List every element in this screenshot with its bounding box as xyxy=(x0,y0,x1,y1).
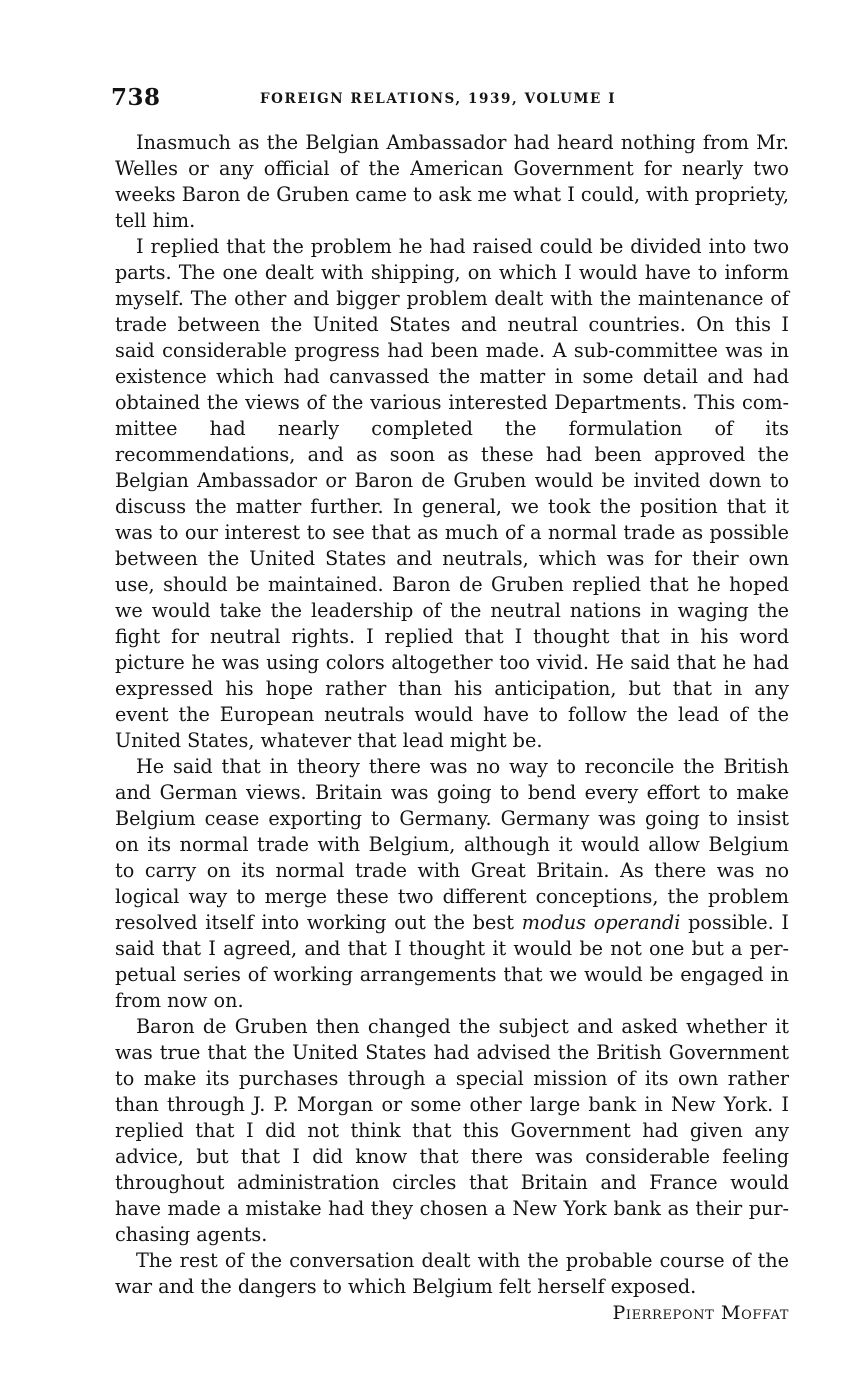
paragraph-3-italic-phrase: modus operandi xyxy=(521,911,681,934)
signature: Pierrepont Moffat xyxy=(612,1302,789,1324)
running-title: FOREIGN RELATIONS, 1939, VOLUME I xyxy=(260,91,617,107)
paragraph-2: I replied that the problem he had raised could be divided into two parts. The one dealt with shipping, on which I would have to inform myself. The other and bigger problem dealt with the maintenance of trade between the United States and neutral countries. On this I said considerable progress had been made. A sub-committee was in existence which had canvassed the matter in some detail and had obtained the views of the various interested Departments. This committee had nearly completed the formulation of its recommendations, and as soon as these had been approved the Belgian Ambassador or Baron de Gruben would be invited down to discuss the matter further. In general, we took the position that it was to our interest to see that as much of a normal trade as possible between the United States and neutrals, which was for their own use, should be maintained. Baron de Gruben replied that he hoped we would take the leadership of the neutral nations in waging the fight for neutral rights. I replied that I thought that in his word picture he was using colors altogether too vivid. He said that he had expressed his hope rather than his anticipation, but that in any event the European neutrals would have to follow the lead of the United States, whatever that lead might be. xyxy=(115,235,789,752)
paragraph-1: Inasmuch as the Belgian Ambassador had heard nothing from Mr. Welles or any official of the American Government for nearly two weeks Baron de Gruben came to ask me what I could, with propriety, tell him. xyxy=(115,131,789,232)
paragraph-3-text-before: He said that in theory there was no way to reconcile the British and German views. Britain was going to bend every effort to make Belgium cease exporting to Germany. Germany was going to insist on its normal trade with Belgium, although it would allow Belgium to carry on its normal trade with Great Britain. As there was no logical way to merge these two different conceptions, the problem resolved itself into working out the best xyxy=(115,755,789,934)
page-number: 738 xyxy=(111,84,161,111)
body-text xyxy=(115,130,789,1326)
paragraph-4: Baron de Gruben then changed the subject and asked whether it was true that the United States had advised the British Government to make its purchases through a special mission of its own rather than through J. P. Morgan or some other large bank in New York. I replied that I did not think that this Government had given any advice, but that I did know that there was considerable feeling throughout administration circles that Britain and France would have made a mistake had they chosen a New York bank as their purchasing agents. xyxy=(115,1015,789,1246)
document-page xyxy=(111,84,790,1326)
running-head xyxy=(111,84,789,114)
paragraph-3-text-after: possible. I said that I agreed, and that I thought it would be not one but a perpetual series of working arrangements that we would be engaged in from now on. xyxy=(115,911,790,1012)
paragraph-3 xyxy=(115,754,789,1014)
paragraph-5: The rest of the conversation dealt with the probable course of the war and the dangers to which Belgium felt herself exposed. xyxy=(115,1249,789,1298)
